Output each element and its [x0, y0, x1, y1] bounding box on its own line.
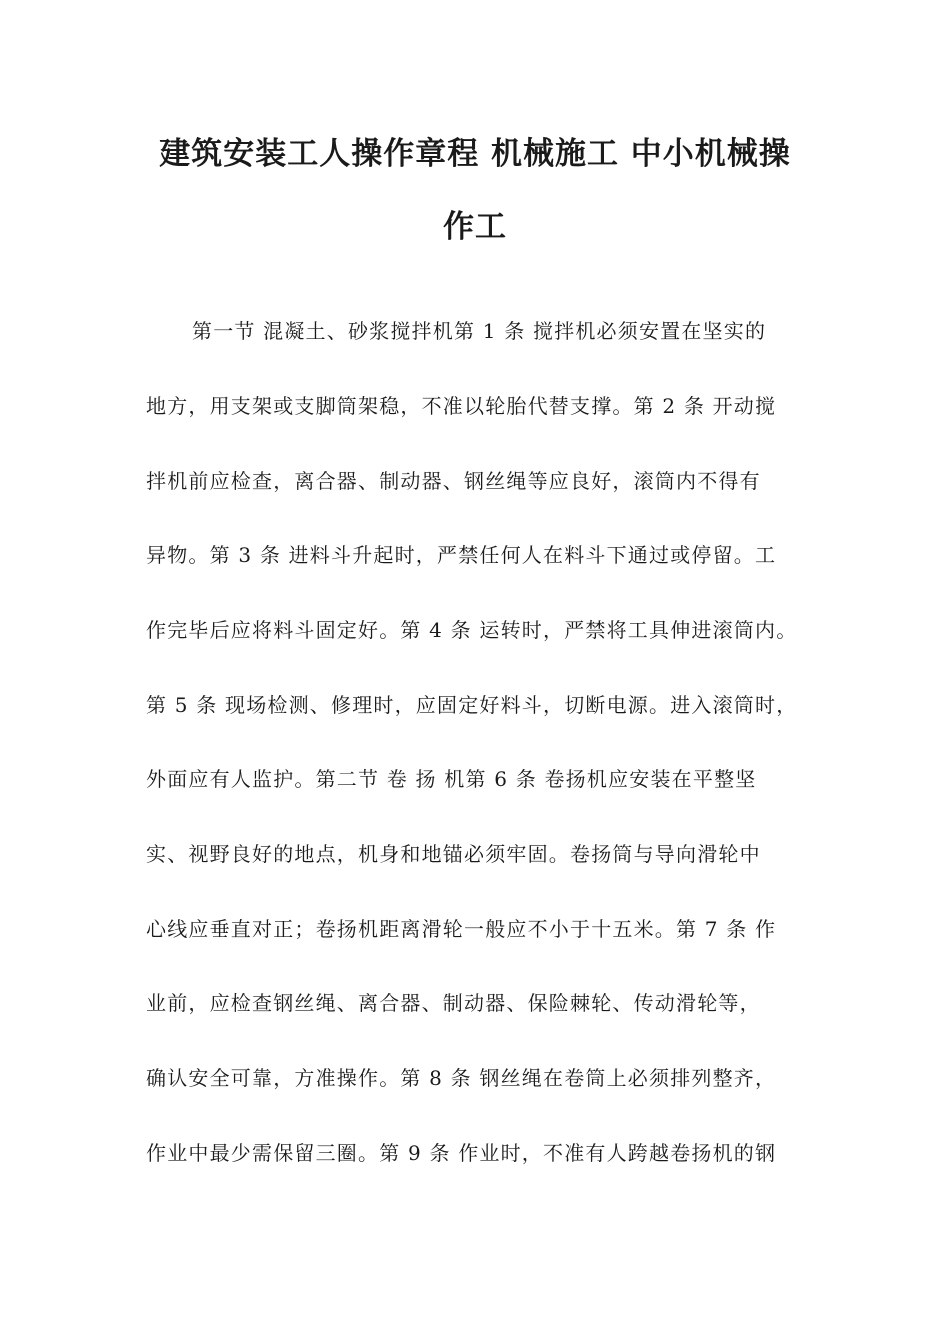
document-title-line-1: 建筑安装工人操作章程 机械施工 中小机械操	[159, 136, 791, 172]
body-text-line: 异物。第 3 条 进料斗升起时，严禁任何人在料斗下通过或停留。工	[146, 543, 777, 567]
body-text-line: 作业中最少需保留三圈。第 9 条 作业时，不准有人跨越卷扬机的钢	[146, 1141, 777, 1165]
body-text-line: 外面应有人监护。第二节 卷 扬 机第 6 条 卷扬机应安装在平整坚	[146, 767, 757, 791]
body-text-line: 地方，用支架或支脚筒架稳，不准以轮胎代替支撑。第 2 条 开动搅	[146, 394, 777, 418]
document-title-line-2: 作工	[443, 209, 507, 245]
body-text-line: 拌机前应检查，离合器、制动器、钢丝绳等应良好，滚筒内不得有	[146, 469, 761, 493]
body-text-line: 作完毕后应将料斗固定好。第 4 条 运转时，严禁将工具伸进滚筒内。	[146, 618, 798, 642]
body-text-line: 第一节 混凝土、砂浆搅拌机第 1 条 搅拌机必须安置在坚实的	[192, 319, 767, 343]
body-text-line: 第 5 条 现场检测、修理时，应固定好料斗，切断电源。进入滚筒时，	[146, 693, 798, 717]
body-text-line: 心线应垂直对正；卷扬机距离滑轮一般应不小于十五米。第 7 条 作	[146, 917, 777, 941]
body-text-line: 业前，应检查钢丝绳、离合器、制动器、保险棘轮、传动滑轮等，	[146, 991, 761, 1015]
body-text-line: 实、视野良好的地点，机身和地锚必须牢固。卷扬筒与导向滑轮中	[146, 842, 761, 866]
body-text-line: 确认安全可靠，方准操作。第 8 条 钢丝绳在卷筒上必须排列整齐，	[146, 1066, 777, 1090]
